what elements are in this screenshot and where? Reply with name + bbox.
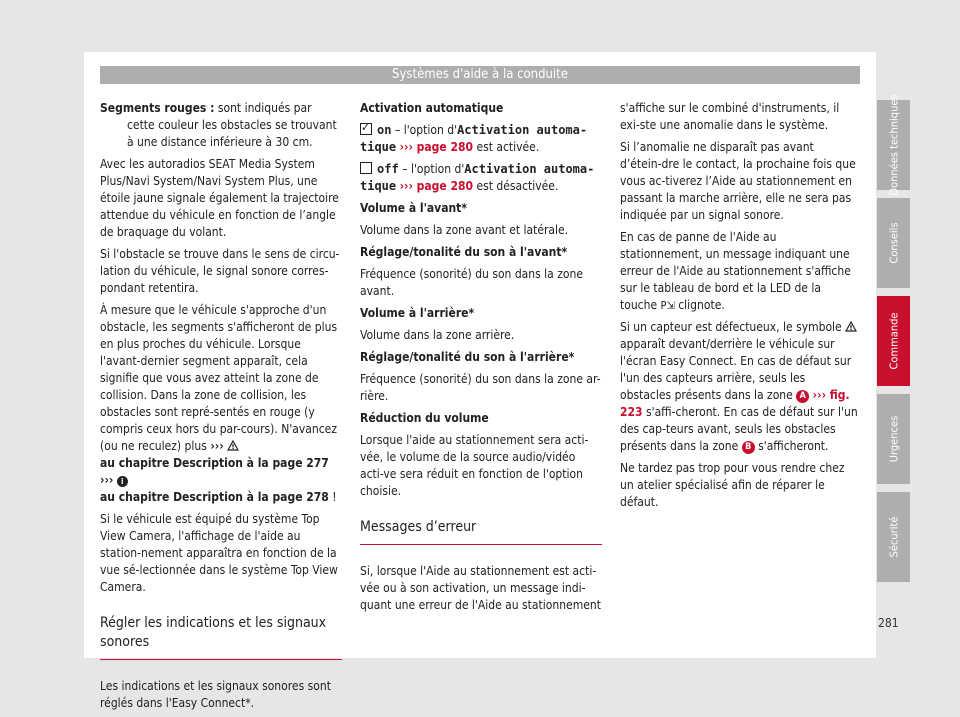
reference-page-277[interactable]: au chapitre Description à la page 277 bbox=[100, 456, 329, 470]
heading-front-tone: Réglage/tonalité du son à l'avant* bbox=[360, 245, 568, 259]
reference-page-280-on[interactable]: ››› page 280 bbox=[399, 140, 474, 154]
heading-auto-activation: Activation automatique bbox=[360, 101, 504, 115]
ref-arrow[interactable]: ››› bbox=[210, 439, 224, 453]
option-on: ✓on – l'option d'Activation automa-tique ››› page 280 est activée. bbox=[360, 122, 602, 156]
column-3 bbox=[620, 100, 858, 516]
tab-securite[interactable]: Sécurité bbox=[877, 492, 910, 582]
heading-rear-tone: Réglage/tonalité du son à l'arrière* bbox=[360, 350, 575, 364]
reference-fig-223[interactable]: ››› fig. 223 bbox=[620, 388, 850, 419]
chapter-header: Systèmes d'aide à la conduite bbox=[100, 66, 860, 84]
section-title-errors: Messages d’erreur bbox=[360, 518, 602, 545]
option-off: off – l'option d'Activation automa-tique ››› page 280 est désactivée. bbox=[360, 162, 595, 193]
heading-volume-reduction: Réduction du volume bbox=[360, 411, 489, 425]
paragraph-sensor: Si un capteur est défectueux, le symbole apparaît devant/derrière le véhicule sur l'écran Easy Connect. En cas de défaut sur l'un des capteurs arrière, seuls les obstacles présents dans la zone A ››› fig. 223 s'affi-cheront. En cas de défaut sur l'un des cap-teurs avant, seuls les obstacles présents dans la zone B s'afficheront. bbox=[620, 320, 858, 453]
text-volume-reduction: Lorsque l'aide au stationnement sera acti-vée, le volume de la source audio/vidéo acti-ve sera réduit en fonction de l'option choisie. bbox=[360, 433, 589, 498]
page-number: 281 bbox=[878, 616, 899, 630]
section-title-settings: Régler les indications et les signaux sonores bbox=[100, 614, 342, 660]
checkbox-empty-icon bbox=[360, 162, 372, 174]
text-front-tone: Fréquence (sonorité) du son dans la zone avant. bbox=[360, 267, 583, 298]
column-2 bbox=[360, 100, 602, 619]
tab-urgences[interactable]: Urgences bbox=[877, 394, 910, 484]
info-icon: i bbox=[117, 476, 128, 487]
paragraph-settings: Les indications et les signaux sonores sont réglés dans l'Easy Connect*. bbox=[100, 679, 331, 710]
heading-front-volume: Volume à l'avant* bbox=[360, 201, 467, 215]
warning-icon bbox=[227, 440, 239, 451]
parking-button-icon: P⇲ bbox=[660, 299, 675, 312]
paragraph-red-segments: Segments rouges : sont indiqués par cette couleur les obstacles se trouvant à une distance inférieure à 30 cm. bbox=[100, 101, 337, 149]
paragraph-direction: Si l'obstacle se trouve dans le sens de circu-lation du véhicule, le signal sonore corres-pondant retentira. bbox=[100, 247, 340, 295]
tab-donnees-techniques[interactable]: Données techniques bbox=[877, 100, 910, 190]
paragraph-failure: En cas de panne de l'Aide au stationnement, un message indiquant une erreur de l'Aide au stationnement s'affiche sur le tableau de bord et la LED de la touche P⇲ clignote. bbox=[620, 230, 851, 312]
text-error-intro: Si, lorsque l'Aide au stationnement est acti-vée ou à son activation, un message indi-quant une erreur de l'Aide au stationnement bbox=[360, 564, 601, 612]
checkbox-checked-icon bbox=[360, 123, 372, 135]
paragraph-media-system: Avec les autoradios SEAT Media System Plus/Navi System/Navi System Plus, une étoile jaune signale également la trajectoire attendue du véhicule en fonction de l’angle de braquage du volant. bbox=[100, 157, 339, 239]
paragraph-anomaly: s'affiche sur le combiné d'instruments, il exi-ste une anomalie dans le système. bbox=[620, 101, 840, 132]
reference-page-278[interactable]: au chapitre Description à la page 278 bbox=[100, 490, 329, 504]
paragraph-anomaly-persist: Si l’anomalie ne disparaît pas avant d’étein-dre le contact, la prochaine fois que vous ac-tiverez l’Aide au stationnement en passant la marche arrière, elle ne sera pas indiquée par un signal sonore. bbox=[620, 140, 856, 222]
reference-page-280-off[interactable]: ››› page 280 bbox=[399, 179, 474, 193]
tab-commande[interactable]: Commande bbox=[877, 296, 910, 386]
warning-icon bbox=[845, 321, 857, 332]
heading-rear-volume: Volume à l'arrière* bbox=[360, 306, 475, 320]
text-rear-tone: Fréquence (sonorité) du son dans la zone ar-rière. bbox=[360, 372, 601, 403]
text-rear-volume: Volume dans la zone arrière. bbox=[360, 328, 515, 342]
text-front-volume: Volume dans la zone avant et latérale. bbox=[360, 223, 569, 237]
column-1 bbox=[100, 100, 342, 717]
tab-conseils[interactable]: Conseils bbox=[877, 198, 910, 288]
paragraph-top-view: Si le véhicule est équipé du système Top View Camera, l'affichage de l'aide au station-nement apparaîtra en fonction de la vue sé-lectionnée dans le système Top View Camera. bbox=[100, 512, 338, 594]
paragraph-workshop: Ne tardez pas trop pour vous rendre chez un atelier spécialisé afin de réparer le défaut. bbox=[620, 461, 845, 509]
zone-b-label: B bbox=[742, 441, 755, 454]
paragraph-collision-zone: À mesure que le véhicule s'approche d'un obstacle, les segments s'afficheront de plus en plus proches du véhicule. Lorsque l'avant-dernier segment apparaît, cela signifie que vous avez atteint la zone de collision. Dans la zone de collision, les obstacles sont repré-sentés en rouge (y compris ceux hors du par-cours). N'avancez (ou ne reculez) plus ››› au chapitre Description à la page 277 ››› i au chapitre Description à la page 278 ! bbox=[100, 303, 338, 504]
zone-a-label: A bbox=[796, 390, 809, 403]
